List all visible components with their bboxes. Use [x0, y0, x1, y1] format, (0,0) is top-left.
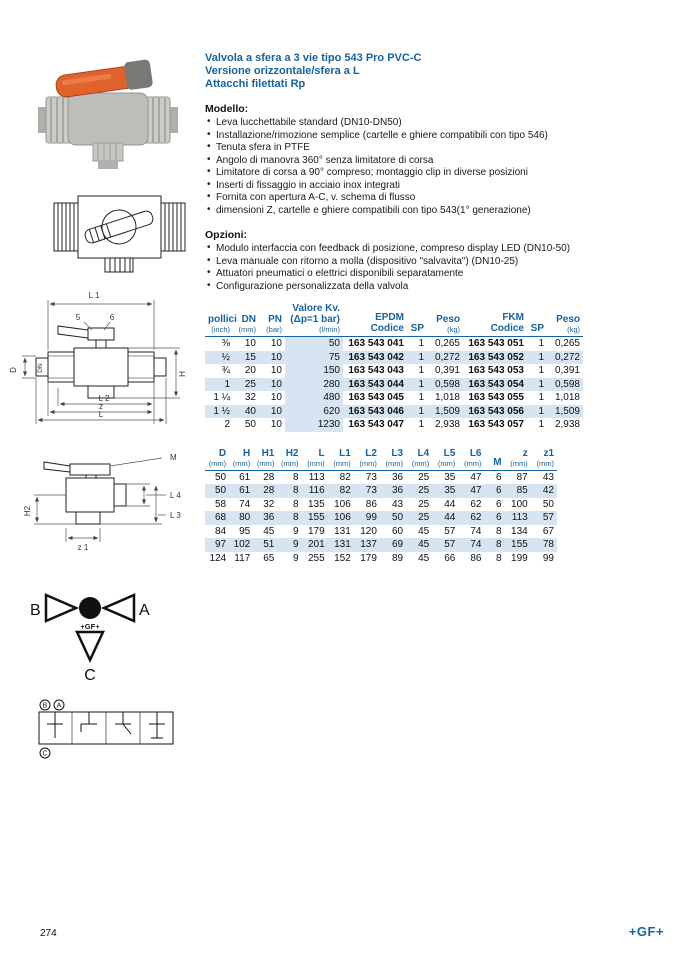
table-cell: 163 543 056 — [463, 405, 527, 419]
table-cell: 106 — [334, 498, 351, 510]
table-cell: 1 — [538, 365, 544, 376]
table-cell: 69 — [380, 538, 406, 552]
table-cell: 42 — [531, 484, 557, 498]
table-cell: 163 543 042 — [343, 351, 407, 365]
bullet-item: • Leva lucchettabile standard (DN10-DN50) — [205, 117, 667, 130]
table-cell: 163 543 041 — [348, 338, 404, 349]
table-cell: 1 — [418, 338, 424, 349]
table-cell: 85 — [505, 484, 531, 498]
bullet-item: • Angolo di manovra 360° senza limitatore di corsa — [205, 155, 667, 168]
title-line-1: Valvola a sfera a 3 vie tipo 543 Pro PVC-C — [205, 52, 422, 64]
table-cell: 25 — [418, 471, 430, 483]
table-cell: 32 — [244, 392, 256, 403]
table-cell: 8 — [292, 498, 299, 510]
table-cell: ¾ — [221, 365, 230, 376]
table-cell: 78 — [531, 538, 557, 552]
table-cell: 8 — [277, 511, 301, 525]
dim-label-l4: L 4 — [170, 491, 181, 500]
table-row — [205, 391, 583, 405]
opzioni-list — [205, 243, 667, 293]
product-content — [205, 52, 667, 565]
page-number: 274 — [40, 928, 57, 939]
table-cell: 6 — [484, 511, 504, 525]
table-cell: 163 543 053 — [468, 365, 524, 376]
bullet-item: • Installazione/rimozione semplice (cartelle e ghiere compatibili con tipo 546) — [205, 130, 667, 143]
table-cell: 95 — [239, 525, 251, 537]
table-cell: 35 — [444, 471, 456, 483]
dimension-side-svg — [4, 436, 194, 554]
bullet-item: • Limitatore di corsa a 90° compreso; montaggio clip in diverse posizioni — [205, 167, 667, 180]
table-row — [205, 484, 557, 498]
valve-position-diagram — [36, 698, 176, 765]
flow-label-c: C — [84, 667, 96, 684]
table-cell: 44 — [432, 511, 458, 525]
table-cell: 163 543 051 — [468, 338, 524, 349]
product-title — [205, 52, 667, 91]
table-cell: 50 — [542, 498, 554, 510]
flow-schema-svg — [26, 572, 161, 687]
dim-label-m: M — [170, 453, 177, 462]
table-cell: 0,598 — [427, 378, 463, 392]
column-header: L3 (mm) — [380, 448, 406, 471]
table-cell: 135 — [307, 498, 325, 510]
table-cell: 155 — [302, 511, 328, 525]
table-cell: 99 — [542, 552, 554, 564]
table-cell: 36 — [380, 484, 406, 498]
table-cell: 10 — [244, 338, 256, 349]
table-cell: 86 — [365, 498, 377, 510]
flow-port-a-triangle — [104, 595, 134, 621]
bullet-item: • Configurazione personalizzata della valvola — [205, 281, 667, 294]
column-header: z (mm) — [505, 448, 531, 471]
column-header: M — [484, 448, 504, 471]
table-cell: 100 — [511, 498, 528, 510]
modello-heading: Modello: — [205, 103, 249, 115]
table-row — [205, 418, 583, 432]
column-header: L6 (mm) — [458, 448, 484, 471]
table-cell: 1 — [418, 419, 424, 430]
table-row — [205, 511, 557, 525]
modello-list — [205, 117, 667, 217]
header-row — [205, 303, 583, 337]
bullet-item: • Inserti di fissaggio in acciaio inox integrati — [205, 180, 667, 193]
table-cell: 36 — [253, 511, 277, 525]
table-cell: 0,598 — [547, 378, 583, 392]
position-label-a: A — [56, 702, 62, 710]
table-cell: 60 — [391, 525, 404, 537]
table-cell: 155 — [505, 538, 531, 552]
table-cell: 10 — [270, 338, 282, 349]
table-cell: 66 — [444, 552, 456, 564]
column-header: DN (mm) — [233, 303, 259, 337]
table-cell: 80 — [229, 511, 253, 525]
column-header: L1 (mm) — [328, 448, 354, 471]
table-cell: 87 — [516, 471, 528, 483]
gf-logo: +GF+ — [628, 924, 664, 939]
table-cell: 1 — [418, 392, 424, 403]
table-cell: 0,272 — [427, 351, 463, 365]
table-cell: 163 543 043 — [348, 365, 404, 376]
table-cell: 44 — [444, 498, 456, 510]
table-cell: 1,018 — [434, 392, 460, 403]
bullet-item: • Fornita con apertura A-C, v. schema di flusso — [205, 192, 667, 205]
table-cell: 0,265 — [434, 338, 460, 349]
column-header: H1 (mm) — [253, 448, 277, 471]
table-cell: 1230 — [285, 418, 343, 432]
table-cell: 8 — [496, 525, 502, 537]
table-cell: 82 — [328, 484, 354, 498]
table-cell: 75 — [285, 351, 343, 365]
column-header: FKM Codice — [463, 303, 527, 337]
table-cell: 28 — [263, 471, 275, 483]
valve-line-drawing — [52, 178, 187, 283]
table-row — [205, 538, 557, 552]
dim-label-l: L — [98, 410, 104, 419]
table-cell: 163 543 044 — [343, 378, 407, 392]
illustration-column — [0, 0, 200, 971]
dim-label-l3: L 3 — [170, 511, 181, 520]
table-cell: 163 543 046 — [343, 405, 407, 419]
table-cell: 50 — [380, 511, 406, 525]
table-row — [205, 525, 557, 539]
table-cell: 1 — [407, 405, 427, 419]
table-cell: 1 — [538, 338, 544, 349]
table-cell: 73 — [365, 471, 377, 483]
table-cell: 15 — [233, 351, 259, 365]
valve-photo-illustration — [38, 55, 178, 170]
flow-port-b-triangle — [46, 595, 76, 621]
table-cell: 62 — [458, 511, 484, 525]
table-cell: 74 — [470, 525, 482, 537]
table-cell: 113 — [505, 511, 531, 525]
table-cell: 2 — [224, 419, 230, 430]
position-label-b: B — [42, 702, 48, 710]
table-cell: 45 — [418, 552, 430, 564]
table-cell: 1 — [407, 351, 427, 365]
dim-callout-5: 5 — [75, 313, 81, 322]
table-cell: 9 — [292, 525, 299, 537]
flow-gf-mark: +GF+ — [80, 622, 100, 631]
dim-label-h: H — [178, 371, 187, 377]
table-cell: 99 — [354, 511, 380, 525]
table-cell: 1 — [538, 392, 544, 403]
table-cell: 50 — [244, 419, 256, 430]
table-cell: 131 — [334, 525, 351, 537]
table-cell: 163 543 055 — [468, 392, 524, 403]
table-cell: 201 — [302, 538, 328, 552]
table-cell: 62 — [470, 498, 482, 510]
dimensions-table — [205, 448, 557, 566]
table-cell: 2,938 — [554, 419, 580, 430]
table-cell: 10 — [270, 419, 282, 430]
table-cell: 179 — [360, 552, 377, 564]
bullet-item: • Tenuta sfera in PTFE — [205, 142, 667, 155]
column-header: SP — [407, 303, 427, 337]
dim-callout-6: 6 — [109, 313, 115, 322]
table-cell: 1 — [527, 405, 547, 419]
table-cell: 199 — [511, 552, 528, 564]
column-header: Valore Kv. (Δp=1 bar) (l/min) — [285, 303, 343, 337]
table-cell: 36 — [391, 471, 404, 483]
table-cell: 150 — [285, 364, 343, 378]
table-cell: 163 543 045 — [348, 392, 404, 403]
table-cell: 10 — [259, 351, 285, 365]
dim-label-d: D — [9, 367, 18, 373]
table-cell: 50 — [285, 337, 343, 351]
table-cell: 61 — [229, 484, 253, 498]
table-cell: 1 — [205, 378, 233, 392]
table-cell: 163 543 054 — [463, 378, 527, 392]
dim-label-dn: DN — [37, 363, 44, 373]
column-header: SP — [527, 303, 547, 337]
table-cell: 1 ½ — [205, 405, 233, 419]
table-cell: 480 — [285, 391, 343, 405]
table-cell: 51 — [253, 538, 277, 552]
table-cell: 50 — [205, 484, 229, 498]
table-cell: 47 — [470, 471, 482, 483]
table-cell: 32 — [263, 498, 275, 510]
table-cell: 116 — [302, 484, 328, 498]
table-cell: ½ — [205, 351, 233, 365]
table-cell: 10 — [270, 392, 282, 403]
ordering-table — [205, 303, 583, 432]
product-photo — [38, 55, 178, 175]
table-row — [205, 351, 583, 365]
dim-label-z: z — [99, 402, 103, 411]
table-cell: 43 — [391, 498, 404, 510]
column-header: L4 (mm) — [406, 448, 432, 471]
table-cell: 73 — [354, 484, 380, 498]
table-cell: 82 — [339, 471, 351, 483]
table-cell: 102 — [229, 538, 253, 552]
table-cell: 0,265 — [554, 338, 580, 349]
table-cell: 1 — [538, 419, 544, 430]
table-cell: 84 — [215, 525, 227, 537]
flow-label-a: A — [139, 602, 150, 619]
column-header: z1 (mm) — [531, 448, 557, 471]
table-cell: 134 — [511, 525, 528, 537]
table-cell: 10 — [259, 405, 285, 419]
table-row — [205, 498, 557, 512]
flow-schema-diagram — [26, 572, 161, 692]
table-cell: 10 — [270, 365, 282, 376]
table-cell: 89 — [391, 552, 404, 564]
table-cell: 25 — [233, 378, 259, 392]
table-cell: 124 — [209, 552, 227, 564]
table-cell: 8 — [496, 552, 502, 564]
table-cell: 50 — [215, 471, 227, 483]
position-diagram-svg — [36, 698, 176, 760]
table-cell: 2,938 — [434, 419, 460, 430]
table-row — [205, 364, 583, 378]
title-line-2: Versione orizzontale/sfera a L — [205, 65, 360, 77]
column-header: H (mm) — [229, 448, 253, 471]
table-cell: 8 — [292, 471, 299, 483]
table-cell: 61 — [239, 471, 251, 483]
bullet-item: • Leva manuale con ritorno a molla (dispositivo "salvavita") (DN10-25) — [205, 256, 667, 269]
table-cell: 68 — [205, 511, 229, 525]
table-cell: 6 — [484, 484, 504, 498]
table-cell: 120 — [360, 525, 377, 537]
table-row — [205, 405, 583, 419]
table-cell: 67 — [542, 525, 554, 537]
table-cell: 58 — [215, 498, 227, 510]
column-header: Peso (kg) — [427, 303, 463, 337]
table-cell: 40 — [233, 405, 259, 419]
table-cell: 25 — [418, 498, 430, 510]
column-header: EPDM Codice — [343, 303, 407, 337]
table-row — [205, 337, 583, 351]
table-cell: 106 — [328, 511, 354, 525]
table-cell: 45 — [418, 525, 430, 537]
table-cell: 1 — [527, 378, 547, 392]
table-cell: 43 — [542, 471, 554, 483]
table-cell: 74 — [458, 538, 484, 552]
header-row — [205, 448, 557, 471]
table-cell: 9 — [292, 552, 299, 564]
table-cell: 8 — [277, 484, 301, 498]
table-cell: 179 — [307, 525, 325, 537]
position-label-c: C — [42, 750, 48, 758]
table-cell: 113 — [308, 471, 325, 483]
bullet-item: • Modulo interfaccia con feedback di posizione, compreso display LED (DN10-50) — [205, 243, 667, 256]
table-cell: 28 — [253, 484, 277, 498]
table-cell: 45 — [406, 538, 432, 552]
column-header: PN (bar) — [259, 303, 285, 337]
table-cell: 74 — [239, 498, 251, 510]
table-row — [205, 552, 557, 566]
table-cell: 45 — [263, 525, 275, 537]
column-header: H2 (mm) — [277, 448, 301, 471]
table-cell: 163 543 052 — [463, 351, 527, 365]
table-cell: 25 — [406, 511, 432, 525]
table-cell: 1 — [527, 351, 547, 365]
table-cell: 0,272 — [547, 351, 583, 365]
table-cell: ⅜ — [221, 338, 230, 349]
dimension-drawing-side — [4, 436, 194, 559]
table-cell: 57 — [444, 525, 456, 537]
table-cell: 9 — [277, 538, 301, 552]
table-cell: 57 — [531, 511, 557, 525]
table-cell: 1,509 — [547, 405, 583, 419]
dim-label-z1: z 1 — [77, 543, 89, 552]
dim-label-l1: L 1 — [88, 291, 100, 300]
table-cell: 1,018 — [554, 392, 580, 403]
table-cell: 152 — [334, 552, 351, 564]
table-cell: 1 ¼ — [213, 392, 230, 403]
dim-label-l2: L 2 — [98, 394, 110, 403]
opzioni-heading: Opzioni: — [205, 229, 247, 241]
table-cell: 6 — [496, 471, 502, 483]
table-cell: 280 — [285, 378, 343, 392]
table-cell: 65 — [263, 552, 275, 564]
table-cell: 0,391 — [434, 365, 460, 376]
column-header: Peso (kg) — [547, 303, 583, 337]
table-cell: 0,391 — [554, 365, 580, 376]
table-cell: 1 — [407, 378, 427, 392]
table-row — [205, 378, 583, 392]
table-cell: 8 — [484, 538, 504, 552]
table-cell: 47 — [458, 484, 484, 498]
table-cell: 163 543 057 — [468, 419, 524, 430]
table-cell: 117 — [234, 552, 251, 564]
table-cell: 6 — [496, 498, 502, 510]
column-header: L (mm) — [302, 448, 328, 471]
table-cell: 25 — [406, 484, 432, 498]
table-cell: 10 — [259, 378, 285, 392]
table-cell: 35 — [432, 484, 458, 498]
table-cell: 163 543 047 — [348, 419, 404, 430]
dimension-drawing-front — [4, 284, 194, 429]
flow-label-b: B — [30, 602, 41, 619]
column-header: D (mm) — [205, 448, 229, 471]
column-header: pollici (inch) — [205, 303, 233, 337]
table-cell: 131 — [328, 538, 354, 552]
bullet-item: • dimensioni Z, cartelle e ghiere compatibili con tipo 543(1° generazione) — [205, 205, 667, 218]
table-row — [205, 470, 557, 484]
table-cell: 255 — [307, 552, 325, 564]
table-cell: 1,509 — [427, 405, 463, 419]
table-cell: 20 — [244, 365, 256, 376]
table-cell: 137 — [354, 538, 380, 552]
dim-label-h2: H2 — [23, 505, 32, 517]
column-header: L2 (mm) — [354, 448, 380, 471]
title-line-3: Attacchi filettati Rp — [205, 78, 306, 90]
dimension-front-svg — [4, 284, 194, 424]
flow-port-c-triangle — [77, 632, 103, 660]
column-header: L5 (mm) — [432, 448, 458, 471]
table-cell: 97 — [205, 538, 229, 552]
table-cell: 1 — [418, 365, 424, 376]
bullet-item: • Attuatori pneumatici o elettrici disponibili separatamente — [205, 268, 667, 281]
flow-ball — [79, 597, 101, 619]
table-cell: 57 — [432, 538, 458, 552]
table-cell: 86 — [470, 552, 482, 564]
valve-top-view-drawing — [52, 178, 187, 278]
table-cell: 620 — [285, 405, 343, 419]
